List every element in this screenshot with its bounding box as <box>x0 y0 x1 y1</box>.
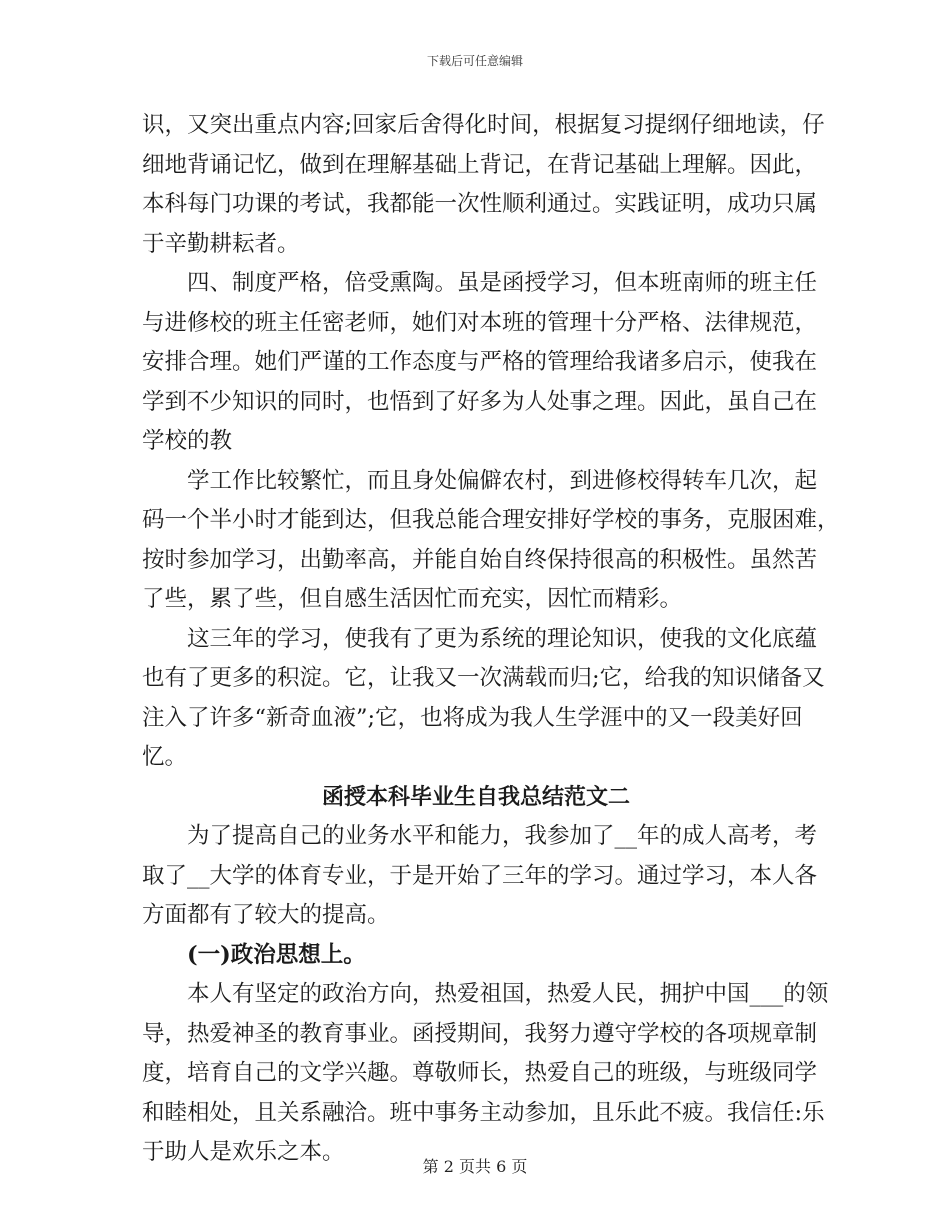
text-line: 取了__大学的体育专业，于是开始了三年的学习。通过学习，本人各 <box>142 862 818 889</box>
text-line: 本科每门功课的考试，我都能一次性顺利通过。实践证明，成功只属 <box>142 191 818 217</box>
text-line: 和睦相处，且关系融洽。班中事务主动参加，且乐此不疲。我信任:乐 <box>142 1099 825 1126</box>
text-line: 了些，累了些，但自感生活因忙而充实，因忙而精彩。 <box>142 586 683 612</box>
text-line: 导，热爱神圣的教育事业。函授期间，我努力遵守学校的各项规章制 <box>142 1020 818 1047</box>
text-line: 方面都有了较大的提高。 <box>142 902 390 928</box>
text-line: 为了提高自己的业务水平和能力，我参加了__年的成人高考，考 <box>187 823 818 849</box>
text-line: 识，又突出重点内容;回家后舍得化时间，根据复习提纲仔细地读，仔 <box>142 112 825 138</box>
text-line: 四、制度严格，倍受熏陶。虽是函授学习，但本班南师的班主任 <box>187 270 818 296</box>
text-line: 细地背诵记忆，做到在理解基础上背记，在背记基础上理解。因此， <box>142 151 818 178</box>
text-line: 于辛勤耕耘者。 <box>142 230 300 257</box>
text-line: 本人有坚定的政治方向，热爱祖国，热爱人民，拥护中国___的领 <box>187 981 829 1007</box>
document-body <box>142 106 840 1173</box>
text-line: 码一个半小时才能到达，但我总能合理安排好学校的事务，克服困难， <box>142 507 840 533</box>
text-line: 也有了更多的积淀。它，让我又一次满载而归;它，给我的知识储备又 <box>142 665 825 691</box>
text-line: 度，培育自己的文学兴趣。尊敬师长，热爱自己的班级，与班级同学 <box>142 1060 818 1086</box>
text-line: 注入了许多“新奇血液”;它，也将成为我人生学涯中的又一段美好回 <box>142 704 803 731</box>
text-line: 这三年的学习，使我有了更为系统的理论知识，使我的文化底蕴 <box>187 625 818 652</box>
text-line: 按时参加学习，出勤率高，并能自始自终保持很高的积极性。虽然苦 <box>142 546 818 573</box>
page-footer: 第 2 页共 6 页 <box>422 1157 528 1176</box>
text-line: 安排合理。她们严谨的工作态度与严格的管理给我诸多启示，使我在 <box>142 349 818 375</box>
section-subheading: (一)政治思想上。 <box>187 941 366 968</box>
text-line: 与进修校的班主任密老师，她们对本班的管理十分严格、法律规范， <box>142 309 818 336</box>
text-line: 学校的教 <box>142 428 233 454</box>
text-line: 忆。 <box>142 744 188 770</box>
text-line: 于助人是欢乐之本。 <box>142 1139 345 1165</box>
text-line: 学工作比较繁忙，而且身处偏僻农村，到进修校得转车几次，起 <box>187 467 818 494</box>
page-header: 下载后可任意编辑 <box>426 54 523 68</box>
text-line: 学到不少知识的同时，也悟到了好多为人处事之理。因此，虽自己在 <box>142 388 818 415</box>
section-title: 函授本科毕业生自我总结范文二 <box>321 783 630 810</box>
